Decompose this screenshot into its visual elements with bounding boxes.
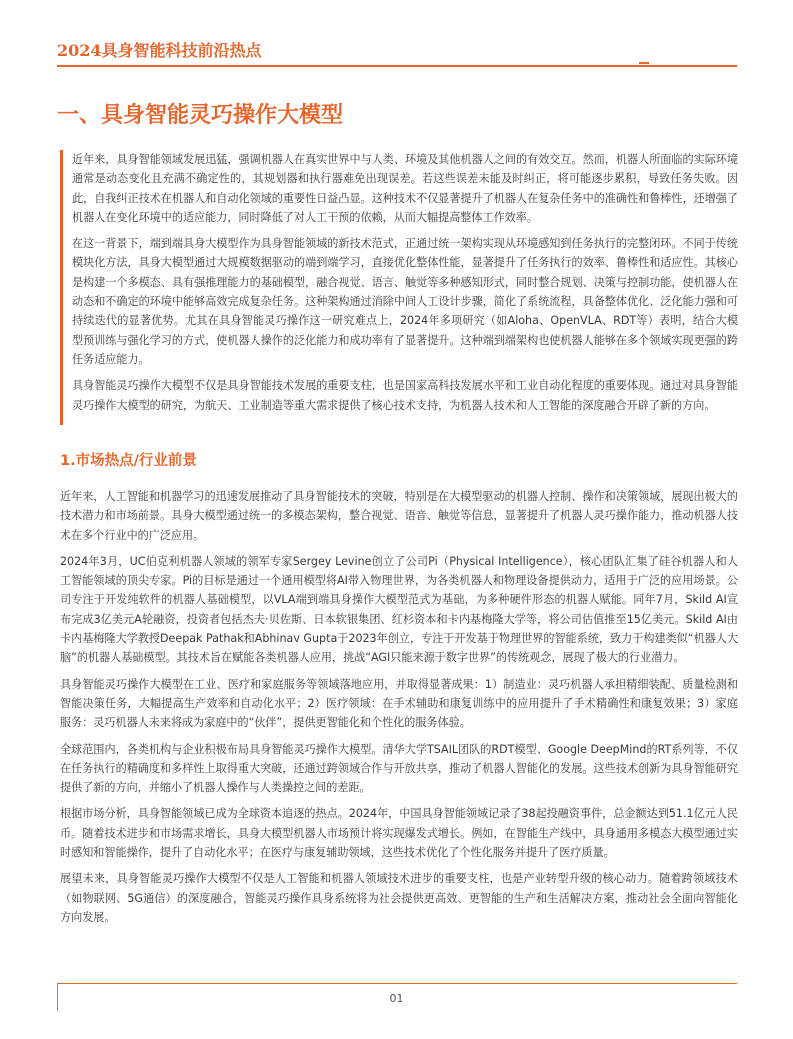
intro-text xyxy=(72,150,738,422)
body-paragraph: 具身智能灵巧操作大模型在工业、医疗和家庭服务等领域落地应用，并取得显著成果：1）制造业：灵巧机器人承担精细装配、质量检测和智能决策任务，大幅提高生产效率和自动化水平；2）医疗领域：在手术辅助和康复训练中的应用提升了手术精确性和康复效果；3）家庭服务：灵巧机器人未来将成为家庭中的“伙伴”，提供更智能化和个性化的服务体验。 xyxy=(60,677,738,730)
intro-paragraph: 在这一背景下，端到端具身大模型作为具身智能领域的新技术范式，正通过统一架构实现从环境感知到任务执行的完整闭环。不同于传统模块化方法，具身大模型通过大规模数据驱动的端到端学习，直接优化整体性能，显著提升了任务执行的效率、鲁棒性和适应性。其核心是构建一个多模态、具有强推理能力的基础模型，融合视觉、语言、触觉等多种感知形式，同时整合规划、决策与控制功能，使机器人在动态和不确定的环境中能够高效完成复杂任务。这种架构通过消除中间人工设计步骤，简化了系统流程，具备整体优化、泛化能力强和可持续迭代的显著优势。尤其在具身智能灵巧操作这一研究难点上，2024年多项研究（如Aloha、OpenVLA、RDT等）表明，结合大模型预训练与强化学习的方式，使机器人操作的泛化能力和成功率有了显著提升。这种端到端架构也使机器人能够在多个领域实现更强的跨任务适应能力。 xyxy=(72,237,738,366)
page-number: 01 xyxy=(389,992,404,1005)
subsection-title: 1.市场热点/行业前景 xyxy=(60,453,197,469)
header-tick-mark xyxy=(639,62,649,64)
body-paragraph: 根据市场分析，具身智能领域已成为全球资本追逐的热点。2024年，中国具身智能领域记录了38起投融资事件，总金额达到51.1亿元人民币。随着技术进步和市场需求增长，具身大模型机器人市场预计将实现爆发式增长。例如，在智能生产线中，具身通用多模态大模型通过实时感知和智能操作，提升了自动化水平；在医疗与康复辅助领域，这些技术优化了个性化服务并提升了医疗质量。 xyxy=(60,807,738,860)
intro-accent-bar xyxy=(60,150,63,425)
body-paragraph: 近年来，人工智能和机器学习的迅速发展推动了具身智能技术的突破，特别是在大模型驱动的机器人控制、操作和决策领域，展现出极大的技术潜力和市场前景。具身大模型通过统一的多模态架构，整合视觉、语音、触觉等信息，显著提升了机器人灵巧操作能力，推动机器人技术在多个行业中的广泛应用。 xyxy=(60,490,738,542)
intro-block xyxy=(60,150,740,425)
body-paragraph: 展望未来，具身智能灵巧操作大模型不仅是人工智能和机器人领域技术进步的重要支柱，也是产业转型升级的核心动力。随着跨领域技术（如物联网、5G通信）的深度融合，智能灵巧操作具身系统将为社会提供更高效、更智能的生产和生活解决方案，推动社会全面向智能化方向发展。 xyxy=(60,872,738,924)
header-rule xyxy=(57,65,737,67)
intro-paragraph: 近年来，具身智能领域发展迅猛，强调机器人在真实世界中与人类、环境及其他机器人之间的有效交互。然而，机器人所面临的实际环境通常是动态变化且充满不确定性的，其规划器和执行器难免出现误差。若这些误差未能及时纠正，将可能逐步累积，导致任务失败。因此，自我纠正技术在机器人和自动化领域的重要性日益凸显。这种技术不仅显著提升了机器人在复杂任务中的准确性和鲁棒性，还增强了机器人在变化环境中的适应能力，同时降低了对人工干预的依赖，从而大幅提高整体工作效率。 xyxy=(72,153,738,224)
body-paragraph: 2024年3月，UC伯克利机器人领域的领军专家Sergey Levine创立了公司Pi（Physical Intelligence），核心团队汇集了硅谷机器人和人工智能领域的顶尖专家。Pi的目标是通过一个通用模型将AI带入物理世界，为各类机器人和物理设备提供动力，适用于广泛的应用场景。公司专注于开发纯软件的机器人基础模型，以VLA端到端具身操作大模型范式为基础，为多种硬件形态的机器人赋能。同年7月，Skild AI宣布完成3亿美元A轮融资，投资者包括杰夫·贝佐斯、日本软银集团、红杉资本和卡内基梅隆大学等，将公司估值推至15亿美元。Skild AI由卡内基梅隆大学教授Deepak Pathak和Abhinav Gupta于2023年创立，专注于开发基于物理世界的智能系统，致力于构建类似“机器人大脑”的机器人基础模型。其技术旨在赋能各类机器人应用，挑战“AGI只能来源于数字世界”的传统观念，展现了极大的行业潜力。 xyxy=(60,554,738,665)
page-header xyxy=(57,40,737,62)
header-title: 2024具身智能科技前沿热点 xyxy=(57,41,262,60)
footer-rule xyxy=(57,983,737,984)
body-text xyxy=(60,487,738,934)
intro-paragraph: 具身智能灵巧操作大模型不仅是具身智能技术发展的重要支柱，也是国家高科技发展水平和工业自动化程度的重要体现。通过对具身智能灵巧操作大模型的研究，为航天、工业制造等重大需求提供了核心技术支持，为机器人技术和人工智能的深度融合开辟了新的方向。 xyxy=(72,379,738,412)
body-paragraph: 全球范围内，各类机构与企业积极布局具身智能灵巧操作大模型。清华大学TSAIL团队的RDT模型、Google DeepMind的RT系列等，不仅在任务执行的精确度和多样性上取得重大突破，还通过跨领域合作与开放共享，推动了机器人智能化的发展。这些技术创新为具身智能研究提供了新的方向，并缩小了机器人操作与人类操控之间的差距。 xyxy=(60,742,738,795)
section-title: 一、具身智能灵巧操作大模型 xyxy=(57,103,344,128)
